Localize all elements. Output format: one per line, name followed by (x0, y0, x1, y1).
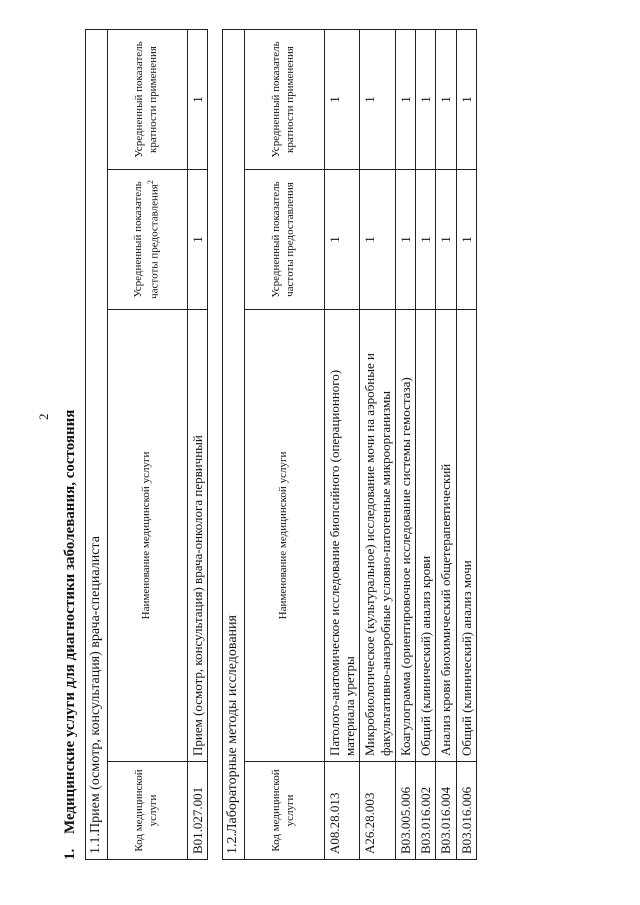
code-column-header: Код медицинской услуги (244, 762, 324, 860)
code-column-header: Код медицинской услуги (107, 762, 187, 860)
section-heading-text: Медицинские услуги для диагностики заболевания, состояния (62, 409, 78, 834)
multiplicity-column-header: Усредненный показатель кратности применения (244, 29, 324, 169)
service-multiplicity: 1 (456, 29, 476, 169)
service-name: Общий (клинический) анализ крови (416, 310, 436, 762)
table-row (436, 29, 456, 859)
consultation-table (85, 29, 208, 860)
table-row (395, 29, 415, 859)
section-heading-number: 1. (62, 848, 78, 860)
service-frequency: 1 (436, 170, 456, 310)
table-row (416, 29, 436, 859)
table-row (360, 29, 396, 859)
page-number: 2 (36, 413, 51, 420)
service-multiplicity: 1 (395, 29, 415, 169)
service-code: A08.28.013 (324, 762, 360, 860)
service-frequency: 1 (324, 170, 360, 310)
service-name: Коагулограмма (ориентировочное исследование системы гемостаза) (395, 310, 415, 762)
laboratory-table (222, 29, 477, 860)
frequency-column-header: Усредненный показатель частоты предоставления$^2$ (107, 170, 187, 310)
service-name: Микробиологическое (культуральное) исследование мочи на аэробные и факультативно-анаэробные условно-патогенные микроорганизмы (360, 310, 396, 762)
table-row (187, 29, 207, 859)
service-multiplicity: 1 (416, 29, 436, 169)
service-code: A26.28.003 (360, 762, 396, 860)
frequency-column-header: Усредненный показатель частоты предоставления (244, 170, 324, 310)
service-code: B03.005.006 (395, 762, 415, 860)
document-body (62, 30, 532, 860)
service-frequency: 1 (360, 170, 396, 310)
service-frequency: 1 (395, 170, 415, 310)
service-multiplicity: 1 (436, 29, 456, 169)
service-code: B03.016.002 (416, 762, 436, 860)
service-name: Прием (осмотр, консультация) врача-онколога первичный (187, 310, 207, 762)
service-frequency: 1 (456, 170, 476, 310)
service-name: Анализ крови биохимический общетерапевтический (436, 310, 456, 762)
laboratory-section-title: 1.2.Лабораторные методы исследования (223, 29, 245, 859)
section-heading (62, 410, 79, 860)
service-name: Патолого-анатомическое исследование биопсийного (операционного) материала уретры (324, 310, 360, 762)
service-frequency: 1 (416, 170, 436, 310)
name-column-header: Наименование медицинской услуги (107, 310, 187, 762)
service-multiplicity: 1 (324, 29, 360, 169)
service-name: Общий (клинический) анализ мочи (456, 310, 476, 762)
table-row (456, 29, 476, 859)
service-multiplicity: 1 (187, 29, 207, 169)
service-code: B01.027.001 (187, 762, 207, 860)
name-column-header: Наименование медицинской услуги (244, 310, 324, 762)
service-multiplicity: 1 (360, 29, 396, 169)
table-row (324, 29, 360, 859)
service-code: B03.016.006 (456, 762, 476, 860)
multiplicity-column-header: Усредненный показатель кратности применения (107, 29, 187, 169)
consultation-section-title: 1.1.Прием (осмотр, консультация) врача-специалиста (86, 29, 108, 859)
service-code: B03.016.004 (436, 762, 456, 860)
service-frequency: 1 (187, 170, 207, 310)
